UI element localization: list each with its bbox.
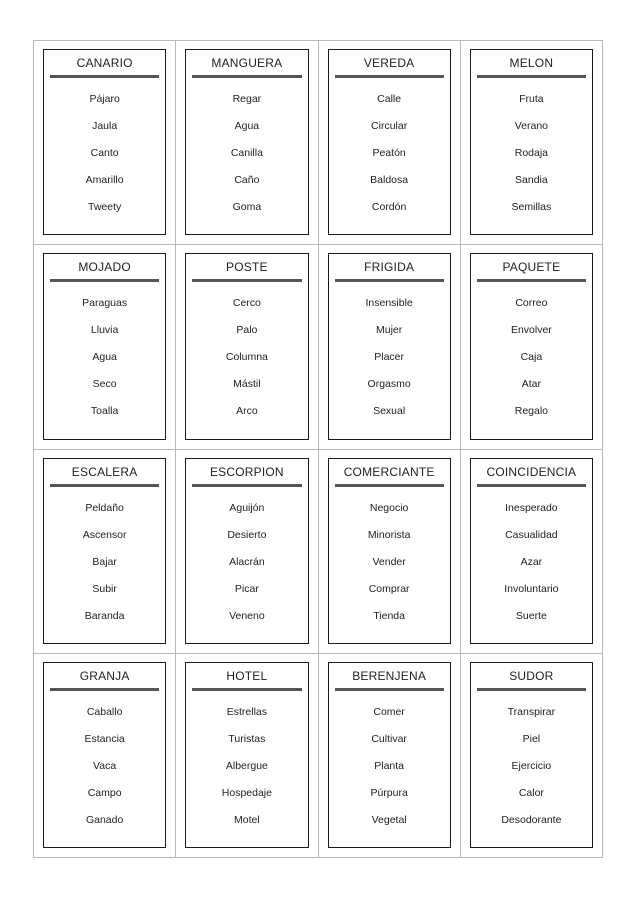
forbidden-word: Aguijón <box>229 501 265 514</box>
taboo-card <box>328 458 451 644</box>
forbidden-word: Regalo <box>514 405 549 418</box>
card-title: BERENJENA <box>352 668 427 683</box>
taboo-card <box>43 253 166 439</box>
forbidden-word: Motel <box>234 813 260 826</box>
title-divider <box>192 688 301 691</box>
forbidden-word: Verano <box>514 120 549 132</box>
title-divider <box>50 279 159 282</box>
forbidden-word: Calle <box>377 93 402 105</box>
taboo-card <box>185 49 308 235</box>
card-cell <box>34 654 176 858</box>
card-cell <box>461 41 603 245</box>
forbidden-word: Comprar <box>368 582 410 595</box>
forbidden-word: Circular <box>371 120 408 132</box>
card-title: VEREDA <box>363 56 415 70</box>
taboo-card <box>43 458 166 644</box>
forbidden-word: Bajar <box>92 555 117 568</box>
card-cell <box>319 450 461 654</box>
card-title: POSTE <box>226 260 268 275</box>
forbidden-word: Lluvia <box>90 324 119 337</box>
title-divider <box>335 688 444 691</box>
forbidden-word: Peldaño <box>85 501 124 514</box>
card-cell <box>461 450 603 654</box>
title-divider <box>50 484 159 487</box>
forbidden-word: Pájaro <box>89 93 120 105</box>
title-divider <box>192 75 301 78</box>
card-cell <box>319 654 461 858</box>
title-divider <box>477 688 586 691</box>
forbidden-word: Transpirar <box>507 705 556 718</box>
forbidden-word: Albergue <box>225 759 268 772</box>
forbidden-word: Inesperado <box>505 501 558 514</box>
title-divider <box>477 484 586 487</box>
card-cell <box>319 245 461 449</box>
forbidden-word: Azar <box>520 555 543 568</box>
forbidden-word: Subir <box>92 582 117 595</box>
forbidden-word: Púrpura <box>370 786 408 799</box>
forbidden-word: Jaula <box>92 120 118 132</box>
taboo-card <box>328 49 451 235</box>
forbidden-word: Ascensor <box>82 528 127 541</box>
forbidden-word: Tweety <box>87 201 122 213</box>
forbidden-word: Placer <box>374 351 404 364</box>
forbidden-word: Planta <box>374 759 405 772</box>
forbidden-word-list <box>329 92 450 227</box>
forbidden-word: Cerco <box>232 297 261 310</box>
taboo-card <box>328 253 451 439</box>
card-title: COMERCIANTE <box>343 464 435 479</box>
taboo-card <box>185 662 308 848</box>
forbidden-word-list <box>329 501 450 636</box>
forbidden-word-list <box>44 705 165 840</box>
forbidden-word: Ganado <box>85 813 124 826</box>
forbidden-word: Columna <box>225 351 268 364</box>
forbidden-word-list <box>186 296 307 431</box>
forbidden-word: Casualidad <box>505 528 558 541</box>
forbidden-word: Estancia <box>84 732 125 745</box>
card-cell <box>176 450 318 654</box>
taboo-card <box>470 49 593 235</box>
card-title: FRIGIDA <box>364 260 415 275</box>
forbidden-word: Insensible <box>365 297 413 310</box>
card-title: HOTEL <box>226 668 268 683</box>
forbidden-word: Goma <box>232 201 262 213</box>
taboo-card <box>185 458 308 644</box>
forbidden-word: Mujer <box>375 324 403 337</box>
card-cell <box>176 41 318 245</box>
forbidden-word-list <box>186 501 307 636</box>
forbidden-word: Veneno <box>229 609 265 622</box>
forbidden-word: Toalla <box>90 405 119 418</box>
forbidden-word: Vaca <box>93 759 117 772</box>
forbidden-word-list <box>44 501 165 636</box>
forbidden-word: Seco <box>92 378 117 391</box>
card-title: MANGUERA <box>211 56 283 70</box>
forbidden-word: Atar <box>521 378 541 391</box>
card-title: ESCORPION <box>209 464 284 479</box>
card-cell <box>176 245 318 449</box>
forbidden-word: Calor <box>518 786 544 799</box>
forbidden-word-list <box>471 501 592 636</box>
title-divider <box>335 484 444 487</box>
taboo-card <box>470 253 593 439</box>
forbidden-word: Arco <box>236 405 258 418</box>
forbidden-word-list <box>329 705 450 840</box>
title-divider <box>477 75 586 78</box>
taboo-card <box>328 662 451 848</box>
forbidden-word-list <box>471 296 592 431</box>
forbidden-word: Mástil <box>233 378 261 391</box>
forbidden-word: Agua <box>92 351 117 364</box>
forbidden-word: Tienda <box>373 609 405 622</box>
forbidden-word: Campo <box>87 786 122 799</box>
card-cell <box>319 41 461 245</box>
forbidden-word: Caballo <box>86 705 123 718</box>
forbidden-word-list <box>471 92 592 227</box>
forbidden-word: Envolver <box>510 324 552 337</box>
forbidden-word: Peatón <box>372 147 406 159</box>
forbidden-word: Suerte <box>515 609 547 622</box>
forbidden-word: Vender <box>372 555 406 568</box>
forbidden-word-list <box>44 92 165 227</box>
card-title: CANARIO <box>76 56 133 70</box>
taboo-card <box>43 662 166 848</box>
forbidden-word: Caja <box>520 351 543 364</box>
forbidden-word: Sandia <box>515 174 548 186</box>
title-divider <box>192 484 301 487</box>
forbidden-word: Cordón <box>371 201 407 213</box>
forbidden-word-list <box>186 705 307 840</box>
card-cell <box>461 654 603 858</box>
forbidden-word: Minorista <box>367 528 411 541</box>
forbidden-word: Estrellas <box>226 705 267 718</box>
forbidden-word: Sexual <box>373 405 406 418</box>
title-divider <box>335 75 444 78</box>
forbidden-word-list <box>329 296 450 431</box>
forbidden-word: Desierto <box>227 528 267 541</box>
forbidden-word: Agua <box>234 120 260 132</box>
forbidden-word: Canto <box>90 147 119 159</box>
card-sheet <box>33 40 603 858</box>
title-divider <box>50 688 159 691</box>
forbidden-word: Regar <box>232 93 262 105</box>
forbidden-word: Baldosa <box>370 174 409 186</box>
taboo-card <box>43 49 166 235</box>
card-title: ESCALERA <box>71 464 138 479</box>
card-title: MELON <box>509 56 554 70</box>
forbidden-word: Correo <box>515 297 548 310</box>
card-cell <box>176 654 318 858</box>
forbidden-word: Palo <box>236 324 258 337</box>
forbidden-word: Rodaja <box>514 147 549 159</box>
forbidden-word-list <box>44 296 165 431</box>
forbidden-word: Fruta <box>519 93 544 105</box>
forbidden-word: Piel <box>522 732 541 745</box>
forbidden-word-list <box>186 92 307 227</box>
card-title: COINCIDENCIA <box>486 464 577 479</box>
forbidden-word: Ejercicio <box>511 759 552 772</box>
forbidden-word: Canilla <box>230 147 263 159</box>
forbidden-word: Vegetal <box>371 813 407 826</box>
forbidden-word: Picar <box>234 582 259 595</box>
forbidden-word: Baranda <box>84 609 125 622</box>
forbidden-word: Comer <box>373 705 405 718</box>
forbidden-word-list <box>471 705 592 840</box>
card-cell <box>34 41 176 245</box>
card-cell <box>461 245 603 449</box>
taboo-card <box>470 662 593 848</box>
forbidden-word: Orgasmo <box>367 378 411 391</box>
forbidden-word: Cultivar <box>371 732 407 745</box>
forbidden-word: Amarillo <box>85 174 124 186</box>
forbidden-word: Turistas <box>228 732 266 745</box>
title-divider <box>477 279 586 282</box>
card-cell <box>34 245 176 449</box>
forbidden-word: Alacrán <box>229 555 265 568</box>
card-title: GRANJA <box>79 668 130 683</box>
forbidden-word: Paraguas <box>82 297 128 310</box>
title-divider <box>192 279 301 282</box>
card-title: SUDOR <box>509 668 554 683</box>
card-title: PAQUETE <box>502 260 561 275</box>
card-cell <box>34 450 176 654</box>
taboo-card <box>185 253 308 439</box>
forbidden-word: Semillas <box>511 201 552 213</box>
forbidden-word: Involuntario <box>504 582 559 595</box>
title-divider <box>50 75 159 78</box>
taboo-card <box>470 458 593 644</box>
forbidden-word: Caño <box>234 174 260 186</box>
forbidden-word: Negocio <box>369 501 409 514</box>
title-divider <box>335 279 444 282</box>
forbidden-word: Hospedaje <box>221 786 272 799</box>
forbidden-word: Desodorante <box>501 813 562 826</box>
card-title: MOJADO <box>78 260 131 275</box>
